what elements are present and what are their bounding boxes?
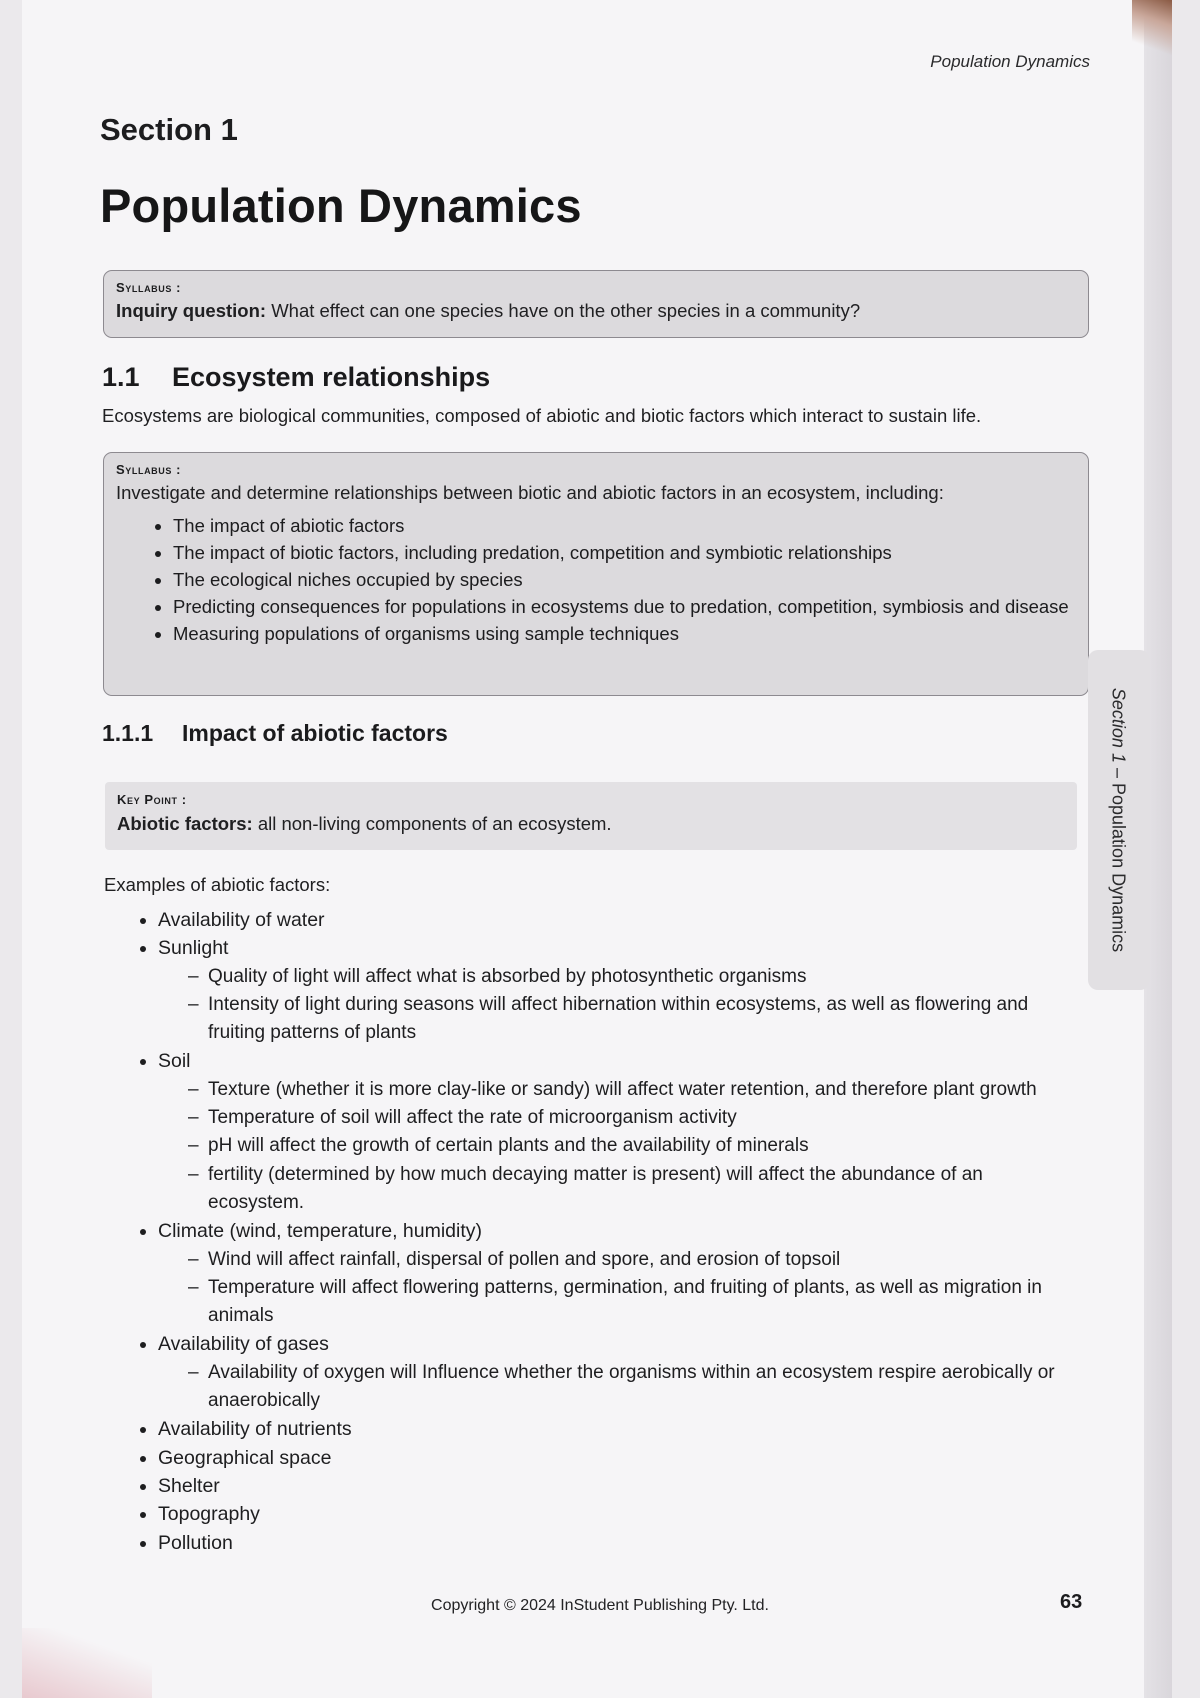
list-item bbox=[158, 1472, 1084, 1500]
list-item bbox=[158, 1415, 1084, 1443]
list-item-label: Pollution bbox=[158, 1531, 233, 1554]
syllabus-label: Syllabus : bbox=[116, 462, 182, 477]
inquiry-question-text: What effect can one species have on the other species in a community? bbox=[271, 300, 861, 321]
syllabus-box-investigate bbox=[103, 452, 1089, 696]
intro-paragraph: Ecosystems are biological communities, composed of abiotic and biotic factors which interact to sustain life. bbox=[102, 405, 982, 426]
list-item-label: Shelter bbox=[158, 1474, 220, 1497]
heading-text: Ecosystem relationships bbox=[172, 362, 491, 392]
list-item-label: Sunlight bbox=[158, 937, 229, 960]
list-item bbox=[158, 1529, 1084, 1557]
side-tab-dash: – bbox=[1108, 767, 1129, 778]
list-item bbox=[158, 934, 1084, 1047]
running-head: Population Dynamics bbox=[930, 52, 1090, 71]
page-number: 63 bbox=[1060, 1591, 1083, 1613]
heading-ecosystem-relationships bbox=[102, 362, 490, 393]
sub-list bbox=[158, 1076, 1084, 1217]
list-item-label: Availability of nutrients bbox=[158, 1418, 352, 1441]
list-item bbox=[158, 906, 1084, 934]
key-point-text: all non-living components of an ecosystem. bbox=[257, 813, 612, 834]
examples-lead: Examples of abiotic factors: bbox=[104, 874, 331, 895]
list-item: • The ecological niches occupied by species bbox=[173, 566, 1076, 593]
syllabus-label: Syllabus : bbox=[116, 280, 182, 295]
heading-number: 1.1.1 bbox=[102, 720, 154, 746]
corner-shadow bbox=[1132, 0, 1172, 60]
syllabus-box-inquiry bbox=[103, 270, 1089, 338]
list-item: • Predicting consequences for populations in ecosystems due to predation, competition, symbiosis and disease bbox=[173, 593, 1076, 620]
sub-list-item: – Wind will affect rainfall, dispersal of pollen and spore, and erosion of topsoil bbox=[188, 1246, 1084, 1274]
key-point-label: Key Point : bbox=[117, 792, 187, 807]
key-point-definition bbox=[117, 813, 1065, 835]
syllabus-lead: Investigate and determine relationships between biotic and abiotic factors in an ecosystem, including: bbox=[116, 482, 944, 503]
copyright-footer: Copyright © 2024 InStudent Publishing Pty. Ltd. bbox=[431, 1597, 769, 1614]
sub-list-item: – Temperature will affect flowering patterns, germination, and fruiting of plants, as well as migration in animals bbox=[188, 1274, 1084, 1331]
list-item-label: Availability of gases bbox=[158, 1333, 329, 1356]
page-title: Population Dynamics bbox=[100, 179, 582, 232]
sub-list bbox=[158, 1246, 1084, 1331]
list-item bbox=[158, 1217, 1084, 1330]
key-point-term: Abiotic factors: bbox=[117, 813, 253, 834]
sub-list-item: – Temperature of soil will affect the rate of microorganism activity bbox=[188, 1104, 1084, 1132]
bottom-left-tint bbox=[22, 1628, 152, 1698]
list-item-label: Availability of water bbox=[158, 909, 325, 931]
key-point-box bbox=[105, 782, 1077, 850]
list-item bbox=[158, 1444, 1084, 1472]
list-item-label: Soil bbox=[158, 1050, 191, 1073]
sub-list-item: – Availability of oxygen will Influence whether the organisms within an ecosystem respire aerobically or anaerobically bbox=[188, 1359, 1084, 1416]
syllabus-list bbox=[116, 512, 1076, 647]
list-item: • Measuring populations of organisms using sample techniques bbox=[173, 620, 1076, 647]
side-tab-title: Population Dynamics bbox=[1108, 783, 1129, 953]
list-item: • The impact of abiotic factors bbox=[173, 512, 1076, 539]
heading-number: 1.1 bbox=[102, 362, 140, 392]
heading-impact-of-abiotic-factors bbox=[102, 720, 448, 747]
heading-text: Impact of abiotic factors bbox=[182, 720, 448, 746]
list-item bbox=[158, 1330, 1084, 1415]
list-item: • The impact of biotic factors, including predation, competition and symbiotic relationships bbox=[173, 539, 1076, 566]
sub-list-item: – Texture (whether it is more clay-like or sandy) will affect water retention, and therefore plant growth bbox=[188, 1076, 1084, 1104]
sub-list bbox=[158, 1359, 1084, 1416]
list-item bbox=[158, 1047, 1084, 1217]
list-item bbox=[158, 1500, 1084, 1528]
sub-list-item: – Intensity of light during seasons will affect hibernation within ecosystems, as well as flowering and fruiting patterns of plants bbox=[188, 991, 1084, 1048]
list-item-label: Climate (wind, temperature, humidity) bbox=[158, 1220, 483, 1243]
list-item-label: Topography bbox=[158, 1503, 260, 1526]
sub-list-item: – pH will affect the growth of certain plants and the availability of minerals bbox=[188, 1132, 1084, 1160]
list-item-label: Geographical space bbox=[158, 1446, 332, 1469]
inquiry-question-label: Inquiry question: bbox=[116, 300, 267, 321]
sub-list-item: – fertility (determined by how much decaying matter is present) will affect the abundance of an ecosystem. bbox=[188, 1161, 1084, 1218]
sub-list-item: – Quality of light will affect what is absorbed by photosynthetic organisms bbox=[188, 963, 1084, 991]
side-tab-section: Section 1 bbox=[1108, 687, 1129, 763]
abiotic-examples-list bbox=[104, 906, 1084, 1557]
sub-list bbox=[158, 963, 1084, 1048]
inquiry-question bbox=[116, 300, 1076, 322]
side-tab-text bbox=[1108, 688, 1129, 952]
section-label: Section 1 bbox=[100, 112, 238, 147]
